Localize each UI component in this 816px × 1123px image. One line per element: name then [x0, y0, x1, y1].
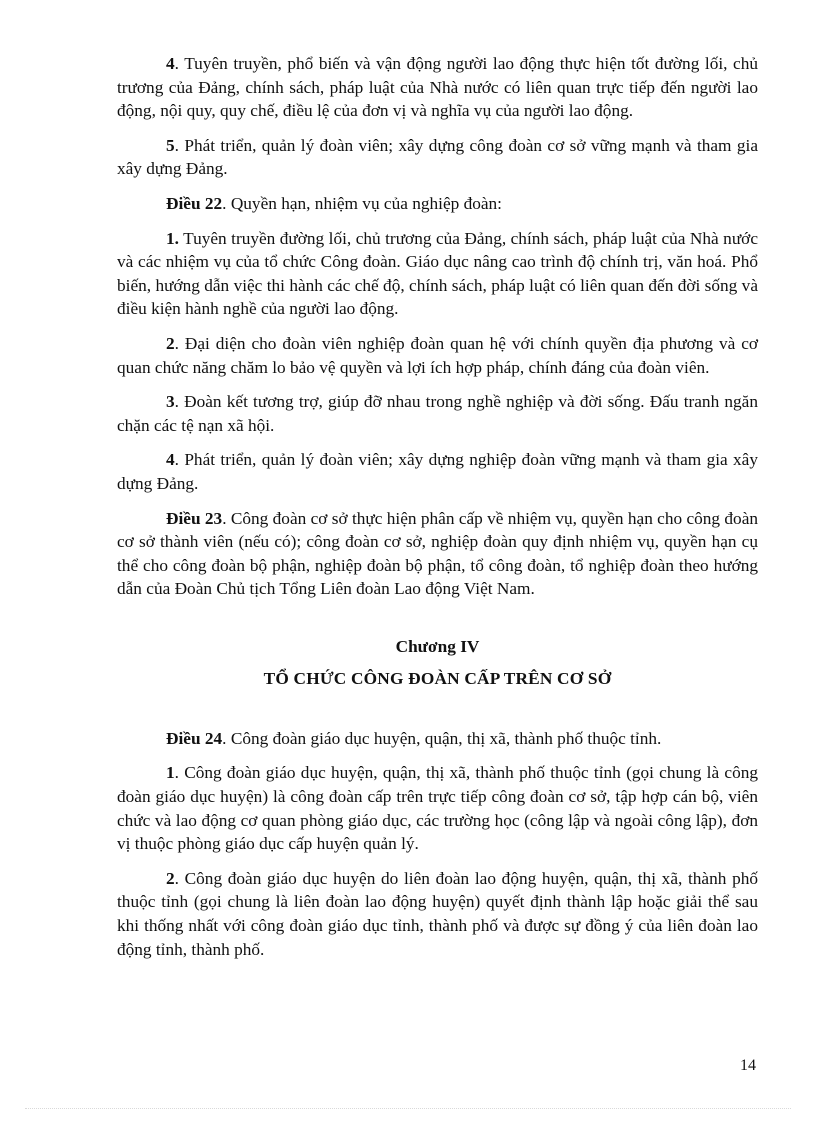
clause-text: . Đoàn kết tương trợ, giúp đỡ nhau trong nghề nghiệp và đời sống. Đấu tranh ngăn chặn các tệ nạn xã hội.	[117, 392, 758, 435]
chapter-title: TỔ CHỨC CÔNG ĐOÀN CẤP TRÊN CƠ SỞ	[263, 668, 612, 688]
clause-text: . Đại diện cho đoàn viên nghiệp đoàn quan hệ với chính quyền địa phương và cơ quan chức năng chăm lo bảo vệ quyền và lợi ích hợp pháp, chính đáng của đoàn viên.	[117, 333, 758, 377]
clause-text: Tuyên truyền đường lối, chủ trương của Đảng, chính sách, pháp luật của Nhà nước và các nhiệm vụ của tổ chức Công đoàn. Giáo dục nâng cao trình độ chính trị, văn hoá. Phổ biến, hướng dẫn việc thi hành các chế độ, chính sách, pháp luật có liên quan đến đời sống và điều kiện hành nghề của người lao động.	[117, 228, 758, 319]
clause-number: 2	[166, 333, 175, 353]
article-text: . Quyền hạn, nhiệm vụ của nghiệp đoàn:	[222, 193, 502, 213]
clause-text: . Tuyên truyền, phổ biến và vận động người lao động thực hiện tốt đường lối, chủ trương của Đảng, chính sách, pháp luật của Nhà nước có liên quan trực tiếp đến người lao động, nội quy, quy chế, điều lệ của đơn vị và nghĩa vụ của người lao động.	[117, 54, 758, 121]
page-number: 14	[740, 1057, 756, 1074]
article-text: . Công đoàn giáo dục huyện, quận, thị xã, thành phố thuộc tỉnh.	[222, 728, 662, 748]
clause-number: 5	[166, 135, 175, 155]
document-page	[117, 52, 758, 972]
clause-text: . Phát triển, quản lý đoàn viên; xây dựng nghiệp đoàn vững mạnh và tham gia xây dựng Đảng.	[117, 450, 758, 493]
article-22-clause-1	[117, 227, 758, 321]
clause-number: 3	[166, 392, 175, 412]
clause-number: 4	[166, 54, 175, 73]
article-24-heading	[117, 727, 758, 751]
clause-number: 1	[166, 763, 175, 783]
article-text: . Công đoàn cơ sở thực hiện phân cấp về nhiệm vụ, quyền hạn cho công đoàn cơ sở thành viên (nếu có); công đoàn cơ sở, nghiệp đoàn quy định nhiệm vụ, quyền hạn cụ thể cho công đoàn bộ phận, nghiệp đoàn bộ phận, tổ công đoàn, tổ nghiệp đoàn theo hướng dẫn của Đoàn Chủ tịch Tổng Liên đoàn Lao động Việt Nam.	[117, 508, 759, 599]
article-number: Điều 22	[166, 193, 223, 213]
article-number: Điều 23	[166, 508, 223, 528]
article-number: Điều 24	[166, 728, 223, 748]
article-24-clause-1	[117, 761, 758, 855]
clause-number: 1.	[166, 228, 179, 248]
article-22-clause-4	[117, 448, 758, 495]
clause-number: 4	[166, 450, 175, 470]
article-22-heading	[117, 192, 758, 216]
article-22-clause-3	[117, 390, 758, 437]
clause-number: 2	[166, 868, 175, 888]
paragraph-khoan-5	[117, 134, 758, 181]
chapter-label: Chương IV	[395, 636, 480, 656]
clause-text: . Công đoàn giáo dục huyện do liên đoàn lao động huyện, quận, thị xã, thành phố thuộc tỉnh (gọi chung là liên đoàn lao động huyện) quyết định thành lập hoặc giải thể sau khi thống nhất với công đoàn giáo dục tỉnh, thành phố và được sự đồng ý của liên đoàn lao động tỉnh, thành phố.	[117, 868, 758, 959]
paragraph-khoan-4	[117, 52, 758, 123]
page-bottom-divider	[25, 1108, 791, 1109]
article-23	[117, 507, 758, 601]
clause-text: . Công đoàn giáo dục huyện, quận, thị xã, thành phố thuộc tỉnh (gọi chung là công đoàn giáo dục huyện) là công đoàn cấp trên trực tiếp công đoàn cơ sở, tập hợp cán bộ, viên chức và lao động cơ quan phòng giáo dục, các trường học (công lập và ngoài công lập), đơn vị thuộc phòng giáo dục cấp huyện quản lý.	[117, 763, 758, 854]
clause-text: . Phát triển, quản lý đoàn viên; xây dựng công đoàn cơ sở vững mạnh và tham gia xây dựng Đảng.	[117, 135, 758, 179]
article-22-clause-2	[117, 332, 758, 379]
article-24-clause-2	[117, 867, 758, 961]
